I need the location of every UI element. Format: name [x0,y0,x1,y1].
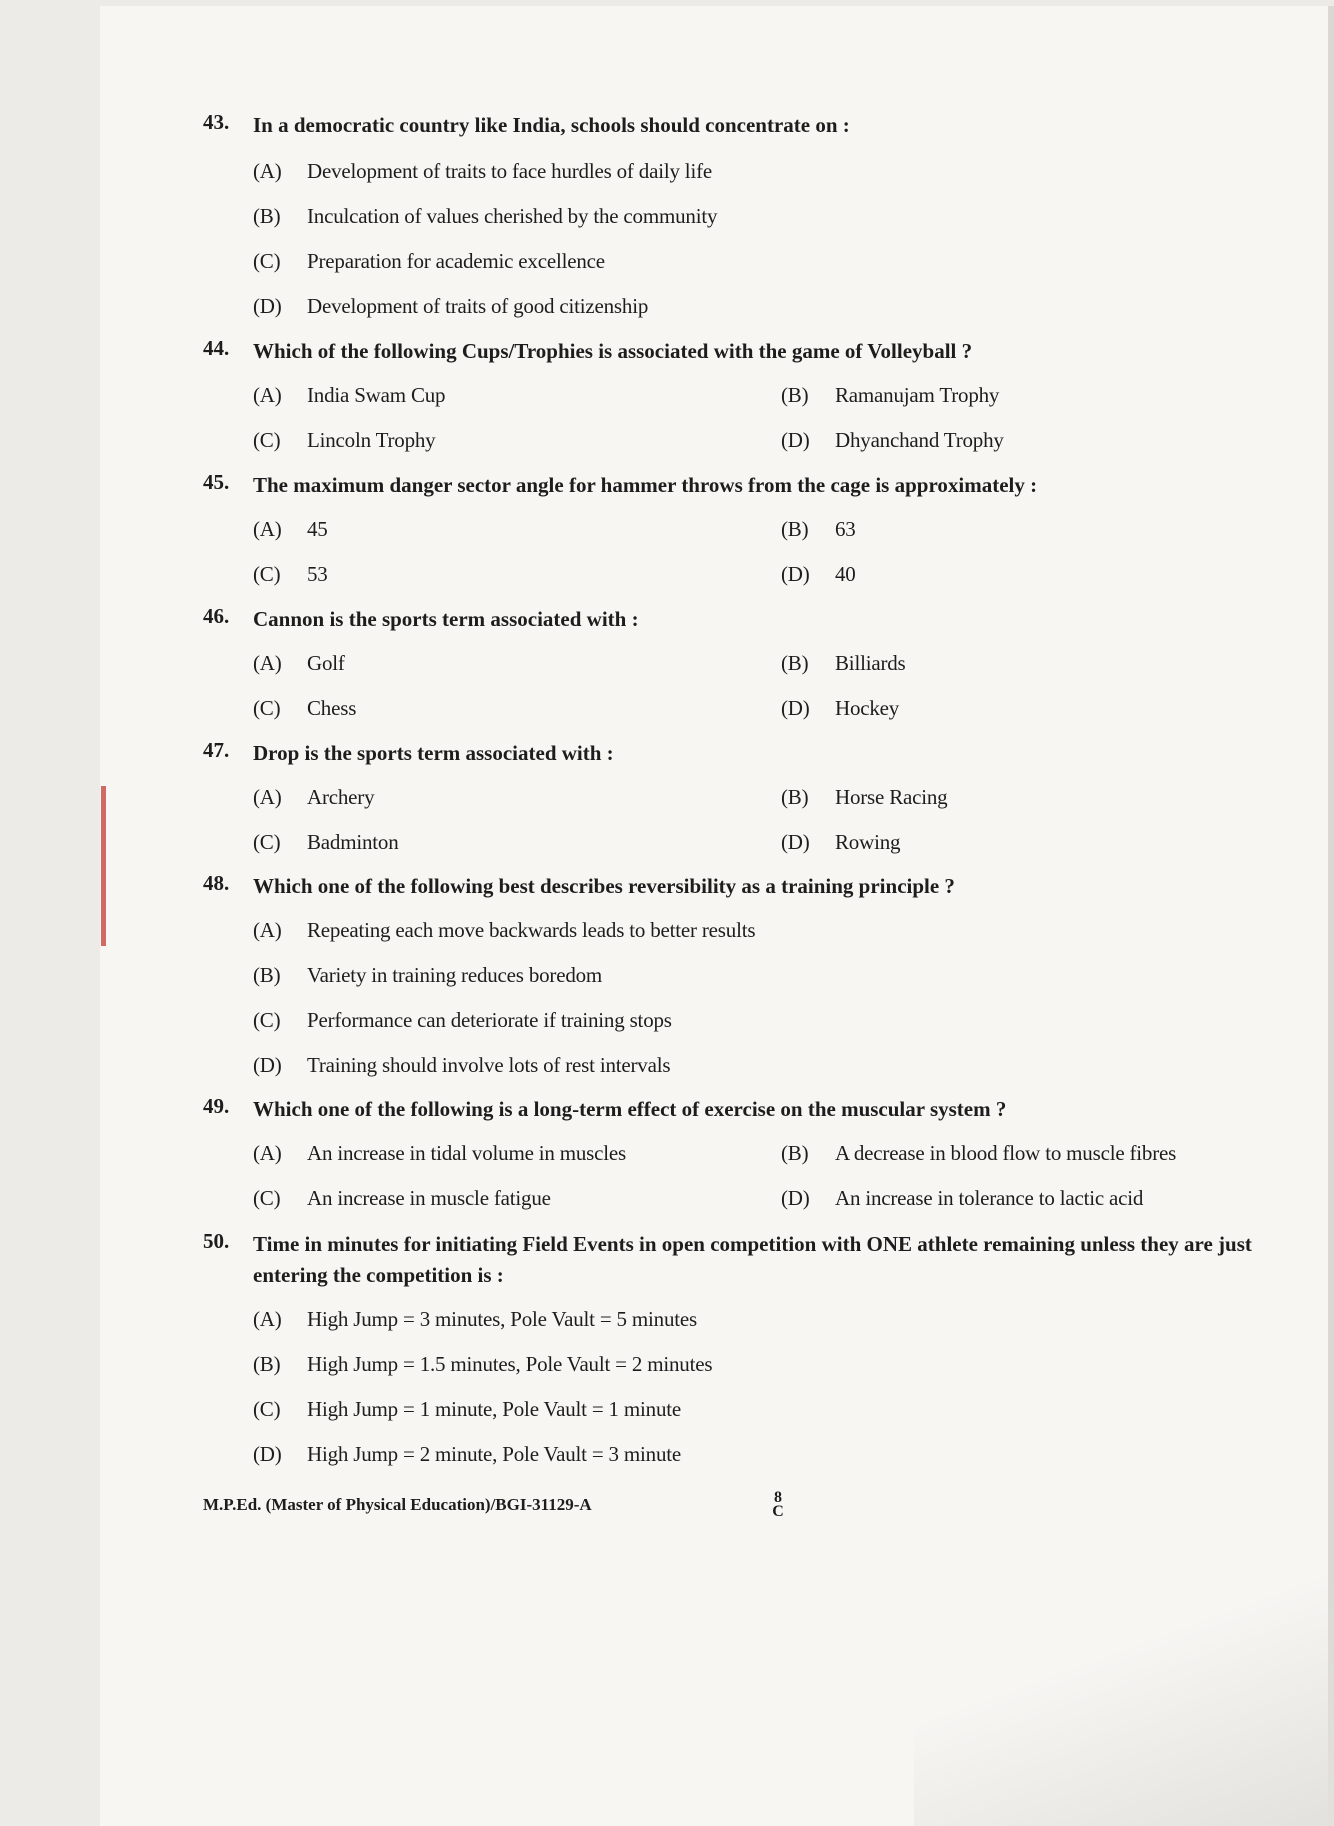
option-d: (D) Hockey [781,696,900,720]
page-number [768,1491,788,1519]
option-a: (A) Development of traits to face hurdles of daily life [253,159,712,183]
option-list [253,507,1037,597]
question-49 [203,1094,1177,1221]
question-text: Drop is the sports term associated with : [253,741,614,765]
question-47 [203,738,948,865]
option-b: (B) Billiards [781,651,906,675]
question-text: Which of the following Cups/Trophies is associated with the game of Volleyball ? [253,339,973,363]
question-44 [203,336,1004,463]
option-d: (D) Training should involve lots of rest intervals [253,1053,671,1077]
set-letter: C [772,1503,784,1520]
option-list [253,641,906,731]
option-b: (B) Horse Racing [781,785,948,809]
option-c: (C) Preparation for academic excellence [253,249,605,273]
option-a: (A) An increase in tidal volume in muscles [253,1141,626,1165]
page-number-value: 8 [774,1489,782,1506]
option-a: (A) Archery [253,785,375,809]
option-d: (D) Rowing [781,830,901,854]
red-margin-mark [101,786,106,946]
option-c: (C) Chess [253,696,357,720]
option-b: (B) Inculcation of values cherished by the community [253,204,718,228]
option-c: (C) Badminton [253,830,399,854]
option-d: (D) 40 [781,562,856,586]
option-c: (C) Lincoln Trophy [253,428,436,452]
question-number: 50. [203,1229,230,1253]
option-d: (D) Dhyanchand Trophy [781,428,1004,452]
option-c: (C) 53 [253,562,328,586]
question-43 [203,110,850,329]
option-list [253,149,850,329]
question-50 [203,1229,1293,1477]
question-number: 43. [203,110,230,134]
option-a: (A) High Jump = 3 minutes, Pole Vault = 5 minutes [253,1307,697,1331]
paper-code: M.P.Ed. (Master of Physical Education)/BGI-31129-A [203,1495,592,1514]
option-list [253,775,948,865]
question-text: Which one of the following best describes reversibility as a training principle ? [253,874,955,898]
question-text: The maximum danger sector angle for hammer throws from the cage is approximately : [253,473,1038,497]
question-number: 44. [203,336,230,360]
option-d: (D) High Jump = 2 minute, Pole Vault = 3 minute [253,1442,682,1466]
question-text: In a democratic country like India, schools should concentrate on : [253,113,850,137]
option-c: (C) High Jump = 1 minute, Pole Vault = 1 minute [253,1397,682,1421]
option-b: (B) High Jump = 1.5 minutes, Pole Vault = 2 minutes [253,1352,713,1376]
option-a: (A) India Swam Cup [253,383,446,407]
option-b: (B) A decrease in blood flow to muscle fibres [781,1141,1177,1165]
question-number: 48. [203,871,230,895]
question-text: Which one of the following is a long-term effect of exercise on the muscular system ? [253,1097,1007,1121]
option-c: (C) An increase in muscle fatigue [253,1186,551,1210]
option-a: (A) Golf [253,651,345,675]
option-d: (D) An increase in tolerance to lactic acid [781,1186,1144,1210]
question-text: Time in minutes for initiating Field Events in open competition with ONE athlete remaining unless they are just entering the competition is : [253,1232,1252,1287]
question-46 [203,604,906,731]
option-a: (A) 45 [253,517,328,541]
question-48 [203,871,955,1088]
question-number: 49. [203,1094,230,1118]
question-number: 45. [203,470,230,494]
option-b: (B) Variety in training reduces boredom [253,963,603,987]
question-number: 46. [203,604,230,628]
option-list [253,1131,1177,1221]
option-a: (A) Repeating each move backwards leads to better results [253,918,756,942]
question-number: 47. [203,738,230,762]
option-list [253,908,955,1088]
option-b: (B) 63 [781,517,856,541]
option-b: (B) Ramanujam Trophy [781,383,1000,407]
option-list [253,373,1004,463]
option-d: (D) Development of traits of good citizenship [253,294,649,318]
question-45 [203,470,1037,597]
option-list [253,1297,1293,1477]
question-text: Cannon is the sports term associated with : [253,607,639,631]
page-fold-shadow [914,1546,1334,1826]
option-c: (C) Performance can deteriorate if training stops [253,1008,672,1032]
